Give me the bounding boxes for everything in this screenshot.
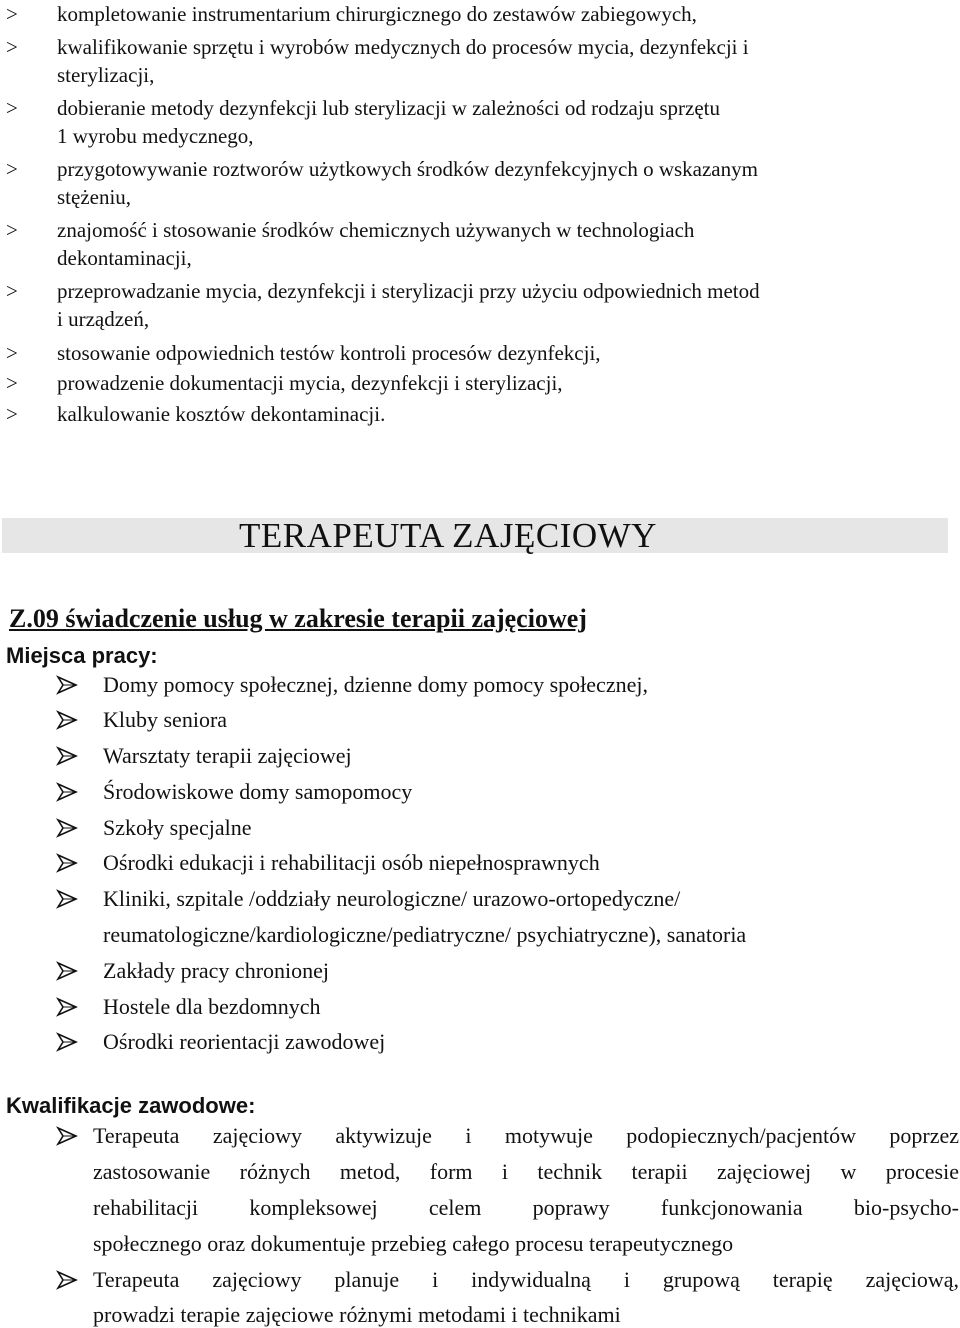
arrowhead-bullet-icon [56,818,78,838]
workplace-item-text: Zakłady pracy chronionej [103,958,330,983]
list-item-text: sterylizacji, [57,63,155,87]
list-item-text: dekontaminacji, [57,246,192,270]
list-item-text: przygotowywanie roztworów użytkowych środków dezynfekcyjnych o wskazanym [57,157,758,181]
workplaces-label: Miejsca pracy: [6,643,158,668]
bullet-marker: > [6,35,18,59]
bullet-marker: > [6,157,18,181]
section-banner [2,518,948,553]
list-item-text: znajomość i stosowanie środków chemicznych używanych w technologiach [57,218,695,242]
workplace-item-text: Ośrodki reorientacji zawodowej [103,1029,386,1054]
list-item-text: dobieranie metody dezynfekcji lub sterylizacji w zależności od rodzaju sprzętu [57,96,720,120]
bullet-marker: > [6,96,18,120]
bullet-marker: > [6,279,18,303]
qualification-line: zastosowanie różnych metod, form i technik terapii zajęciowej w procesie [93,1159,959,1184]
list-item-text: i urządzeń, [57,307,150,331]
arrowhead-bullet-icon [56,746,78,766]
list-item-text: kwalifikowanie sprzętu i wyrobów medycznych do procesów mycia, dezynfekcji i [57,35,749,59]
arrowhead-bullet-icon [56,961,78,981]
qualification-line: prowadzi terapie zajęciowe różnymi metodami i technikami [93,1302,621,1327]
arrowhead-bullet-icon [56,1270,78,1290]
qualification-line: Terapeuta zajęciowy aktywizuje i motywuje podopiecznych/pacjentów poprzez [93,1123,959,1148]
arrowhead-bullet-icon [56,889,78,909]
workplace-item-text: Szkoły specjalne [103,815,252,840]
arrowhead-bullet-icon [56,997,78,1017]
qualification-line: rehabilitacji kompleksowej celem poprawy funkcjonowania bio-psycho- [93,1195,959,1220]
qualification-line: Terapeuta zajęciowy planuje i indywidualną i grupową terapię zajęciową, [93,1267,959,1292]
bullet-marker: > [6,402,18,426]
list-item-text: kompletowanie instrumentarium chirurgicznego do zestawów zabiegowych, [57,2,697,26]
qualification-heading: Z.09 świadczenie usług w zakresie terapii zajęciowej [9,604,587,633]
arrowhead-bullet-icon [56,675,78,695]
arrowhead-bullet-icon [56,710,78,730]
qualifications-label: Kwalifikacje zawodowe: [6,1093,256,1118]
list-item-text: 1 wyrobu medycznego, [57,124,254,148]
list-item-text: prowadzenie dokumentacji mycia, dezynfekcji i sterylizacji, [57,371,563,395]
arrowhead-bullet-icon [56,782,78,802]
workplace-item-text: reumatologiczne/kardiologiczne/pediatryczne/ psychiatryczne), sanatoria [103,922,747,947]
list-item-text: stężeniu, [57,185,132,209]
list-item-text: kalkulowanie kosztów dekontaminacji. [57,402,386,426]
workplace-item-text: Ośrodki edukacji i rehabilitacji osób niepełnosprawnych [103,850,600,875]
arrowhead-bullet-icon [56,1126,78,1146]
arrowhead-bullet-icon [56,1032,78,1052]
workplace-item-text: Domy pomocy społecznej, dzienne domy pomocy społecznej, [103,672,648,697]
bullet-marker: > [6,371,18,395]
workplace-item-text: Kluby seniora [103,707,228,732]
workplace-item-text: Środowiskowe domy samopomocy [103,779,413,804]
workplace-item-text: Kliniki, szpitale /oddziały neurologiczne/ urazowo-ortopedyczne/ [103,886,681,911]
workplace-item-text: Hostele dla bezdomnych [103,994,321,1019]
list-item-text: stosowanie odpowiednich testów kontroli procesów dezynfekcji, [57,341,601,365]
bullet-marker: > [6,2,18,26]
banner-title: TERAPEUTA ZAJĘCIOWY [239,516,657,555]
qualification-line: społecznego oraz dokumentuje przebieg całego procesu terapeutycznego [93,1231,734,1256]
bullet-marker: > [6,218,18,242]
bullet-marker: > [6,341,18,365]
arrowhead-bullet-icon [56,853,78,873]
list-item-text: przeprowadzanie mycia, dezynfekcji i sterylizacji przy użyciu odpowiednich metod [57,279,760,303]
workplace-item-text: Warsztaty terapii zajęciowej [103,743,352,768]
